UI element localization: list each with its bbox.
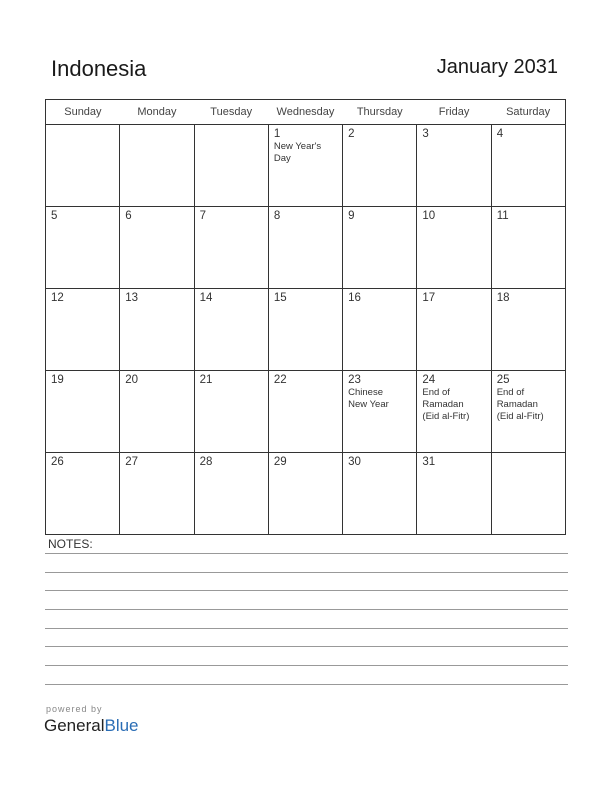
day-number: 29 — [273, 456, 287, 468]
day-number: 7 — [199, 210, 206, 222]
day-number: 20 — [125, 374, 139, 386]
holiday-label: New Year's Day — [273, 141, 322, 164]
calendar-day-cell — [417, 125, 491, 207]
day-number: 25 — [496, 374, 510, 386]
day-number: 2 — [348, 128, 355, 140]
day-number: 14 — [199, 292, 213, 304]
calendar-day-cell — [417, 371, 491, 453]
notes-line — [45, 684, 568, 685]
calendar-week-row — [46, 289, 566, 371]
calendar-day-cell — [46, 125, 120, 207]
day-number: 30 — [348, 456, 361, 468]
day-number: 9 — [348, 210, 355, 222]
calendar-week-row — [46, 207, 566, 289]
calendar-day-cell — [268, 289, 342, 371]
day-number: 1 — [273, 128, 281, 140]
calendar-day-cell — [194, 371, 268, 453]
day-number: 17 — [422, 292, 436, 304]
notes-line — [45, 628, 568, 629]
calendar-day-cell — [417, 207, 491, 289]
powered-by-text: powered by — [46, 704, 103, 714]
notes-label: NOTES: — [48, 537, 93, 551]
calendar-day-cell — [268, 453, 342, 535]
calendar-grid — [45, 99, 566, 535]
calendar-day-cell — [268, 371, 342, 453]
notes-line — [45, 590, 568, 591]
month-title: January 2031 — [436, 56, 558, 78]
day-number: 21 — [199, 374, 213, 386]
day-number: 11 — [496, 210, 509, 222]
day-number: 24 — [422, 374, 436, 386]
day-number: 27 — [125, 456, 139, 468]
day-number: 31 — [422, 456, 436, 468]
brand-blue-text: Blue — [104, 716, 139, 735]
day-number: 5 — [51, 210, 58, 222]
calendar-day-cell — [194, 125, 268, 207]
calendar-day-cell — [46, 207, 120, 289]
calendar-week-row — [46, 453, 566, 535]
weekday-monday: Monday — [120, 100, 194, 125]
day-number: 12 — [51, 292, 64, 304]
calendar-day-cell — [120, 125, 194, 207]
calendar-day-cell — [194, 207, 268, 289]
calendar-day-cell — [491, 125, 565, 207]
calendar-day-cell — [343, 207, 417, 289]
holiday-label: Chinese New Year — [348, 387, 389, 410]
calendar-day-cell — [343, 125, 417, 207]
calendar-day-cell — [120, 453, 194, 535]
day-number: 22 — [273, 374, 287, 386]
calendar-day-cell — [491, 371, 565, 453]
calendar-day-cell — [491, 453, 565, 535]
calendar-day-cell — [120, 207, 194, 289]
calendar-day-cell — [417, 289, 491, 371]
calendar-day-cell — [491, 207, 565, 289]
day-number: 26 — [51, 456, 64, 468]
calendar-day-cell — [46, 371, 120, 453]
brand-general-text: General — [44, 716, 105, 735]
weekday-thursday: Thursday — [343, 100, 417, 125]
day-number: 28 — [199, 456, 213, 468]
calendar-day-cell — [46, 289, 120, 371]
calendar-day-cell — [491, 289, 565, 371]
generalblue-logo — [44, 716, 139, 736]
weekday-saturday: Saturday — [491, 100, 565, 125]
day-number: 10 — [422, 210, 436, 222]
day-number: 18 — [496, 292, 510, 304]
notes-line — [45, 665, 568, 666]
calendar-day-cell — [46, 453, 120, 535]
calendar-week-row — [46, 371, 566, 453]
day-number: 3 — [422, 128, 429, 140]
notes-line — [45, 553, 568, 554]
notes-line — [45, 609, 568, 610]
weekday-header-row — [46, 100, 566, 125]
calendar-day-cell — [417, 453, 491, 535]
notes-line — [45, 572, 568, 573]
day-number: 23 — [348, 374, 361, 386]
calendar-day-cell — [268, 207, 342, 289]
notes-line — [45, 646, 568, 647]
day-number: 19 — [51, 374, 64, 386]
calendar-day-cell — [194, 289, 268, 371]
holiday-label: End of Ramadan (Eid al-Fitr) — [496, 387, 544, 422]
calendar-day-cell — [120, 371, 194, 453]
day-number: 15 — [273, 292, 287, 304]
day-number: 8 — [273, 210, 281, 222]
calendar-day-cell — [343, 371, 417, 453]
holiday-label: End of Ramadan (Eid al-Fitr) — [422, 387, 470, 422]
weekday-tuesday: Tuesday — [194, 100, 268, 125]
calendar-day-cell — [268, 125, 342, 207]
calendar-day-cell — [120, 289, 194, 371]
calendar-day-cell — [343, 453, 417, 535]
calendar-day-cell — [343, 289, 417, 371]
day-number: 16 — [348, 292, 361, 304]
calendar-week-row — [46, 125, 566, 207]
weekday-wednesday: Wednesday — [268, 100, 342, 125]
day-number: 4 — [496, 128, 504, 140]
country-title: Indonesia — [51, 56, 147, 81]
day-number: 13 — [125, 292, 139, 304]
weekday-friday: Friday — [417, 100, 491, 125]
day-number: 6 — [125, 210, 132, 222]
calendar-day-cell — [194, 453, 268, 535]
weekday-sunday: Sunday — [46, 100, 120, 125]
